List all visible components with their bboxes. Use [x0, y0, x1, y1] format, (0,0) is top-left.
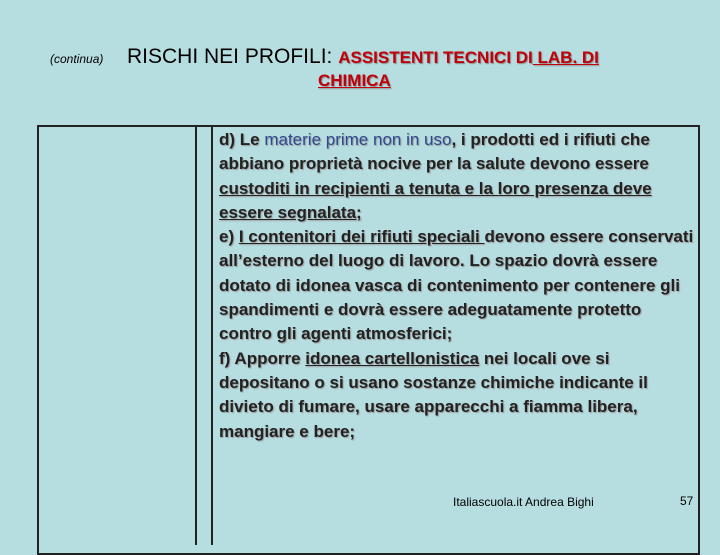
item-e-text: devono essere conservati all’esterno del luogo di lavoro. Lo spazio dovrà essere dotato di idonea vasca di contenimento per contenere gli spandimenti e dovrà essere adeguatamente protetto contro gli agenti atmosferici; — [219, 227, 694, 344]
item-d — [219, 128, 694, 225]
item-f-prefix: f) Apporre — [219, 348, 306, 368]
item-e-underlined: I contenitori dei rifiuti speciali — [238, 227, 485, 247]
item-d-underlined: custoditi in recipienti a tenuta e la loro presenza deve essere segnalata; — [219, 178, 652, 222]
item-f — [219, 347, 694, 444]
title-black-part: RISCHI NEI PROFILI: — [127, 45, 339, 68]
content-text — [219, 128, 694, 444]
slide-title-line2: CHIMICA — [318, 71, 391, 90]
item-e-prefix: e) — [219, 227, 239, 247]
slide-title — [127, 45, 599, 69]
divider-line-left — [195, 125, 197, 545]
divider-line-right — [211, 125, 213, 545]
item-d-highlight: materie prime non in uso — [264, 130, 452, 149]
page-number: 57 — [680, 494, 694, 508]
item-f-underlined: idonea cartellonistica — [305, 348, 480, 368]
item-e — [219, 225, 694, 346]
item-d-text: , i prodotti ed i rifiuti che abbiano proprietà nocive per la salute devono essere — [219, 130, 650, 174]
title-red-underlined-part: LAB. DI — [532, 48, 599, 67]
title-red-part: ASSISTENTI TECNICI DI — [338, 48, 533, 67]
item-d-prefix: d) Le — [219, 130, 265, 149]
footer-credit: Italiascuola.it Andrea Bighi — [453, 495, 594, 509]
item-f-text: nei locali ove si depositano o si usano sostanze chimiche indicante il divieto di fumare, usare apparecchi a fiamma libera, mangiare e bere; — [219, 348, 648, 441]
continua-label: (continua) — [50, 52, 104, 66]
